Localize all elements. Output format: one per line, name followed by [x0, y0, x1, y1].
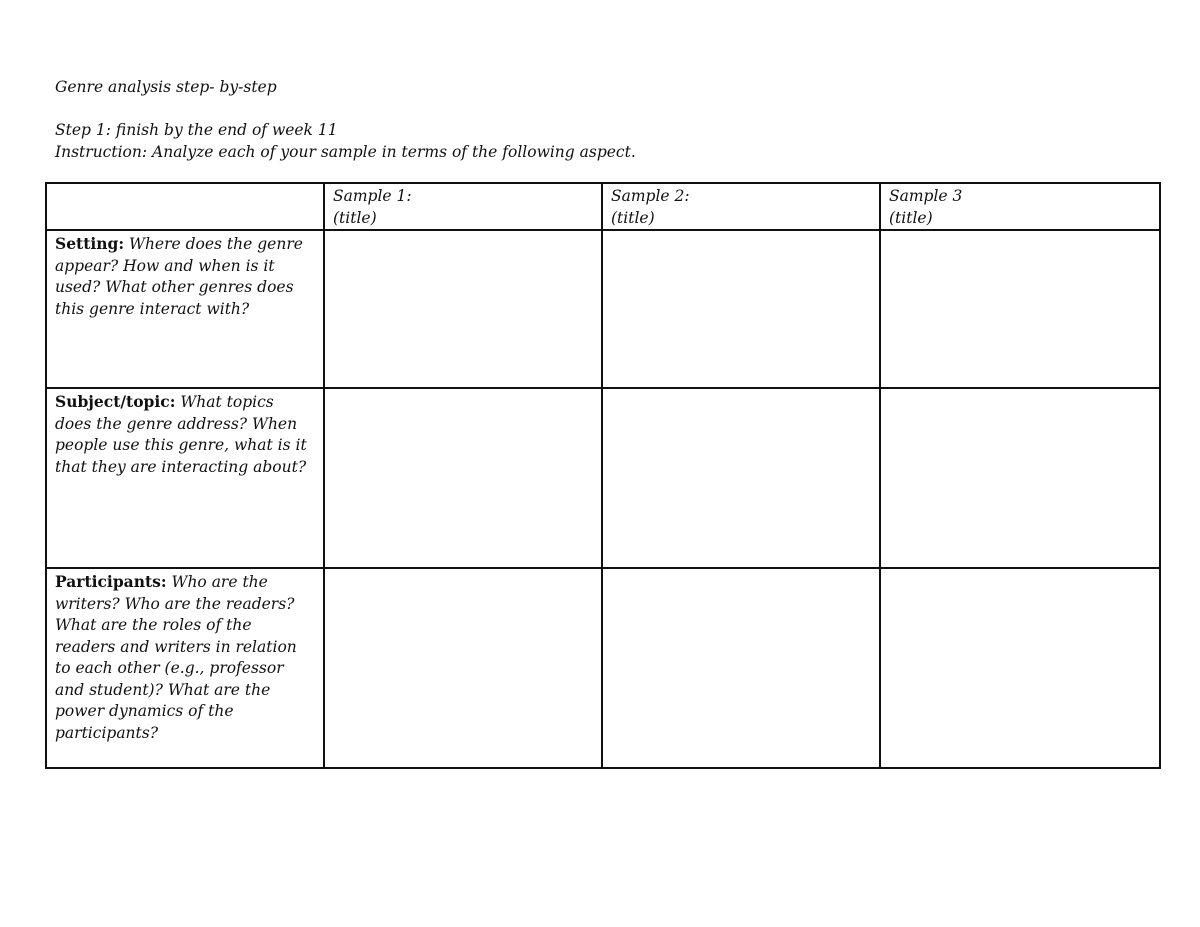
setting-sample-1-cell[interactable] [324, 230, 602, 388]
aspect-label-setting: Setting: [55, 234, 125, 253]
table-row-subject [46, 388, 1160, 568]
header-sample-1-cell [324, 183, 602, 230]
aspect-desc-setting: Where does the genre appear? How and when is it used? What other genres does this genre interact with? [55, 235, 303, 318]
step-deadline: Step 1: finish by the end of week 11 [55, 121, 338, 139]
sample-2-title: (title) [611, 208, 655, 227]
table-row-participants [46, 568, 1160, 768]
participants-sample-3-cell[interactable] [880, 568, 1160, 768]
aspect-desc-participants: Who are the writers? Who are the readers? What are the roles of the readers and writers in relation to each other (e.g., professor and student)? What are the power dynamics of the participants? [55, 573, 297, 742]
aspect-cell-subject [46, 388, 324, 568]
header-sample-2-cell [602, 183, 880, 230]
subject-sample-1-cell[interactable] [324, 388, 602, 568]
aspect-cell-setting [46, 230, 324, 388]
genre-analysis-table [45, 182, 1161, 769]
header-sample-3-cell [880, 183, 1160, 230]
sample-1-label: Sample 1: [333, 187, 412, 205]
setting-sample-3-cell[interactable] [880, 230, 1160, 388]
subject-sample-2-cell[interactable] [602, 388, 880, 568]
instruction-text: Instruction: Analyze each of your sample in terms of the following aspect. [55, 143, 636, 161]
setting-sample-2-cell[interactable] [602, 230, 880, 388]
table-header-row [46, 183, 1160, 230]
sample-1-title: (title) [333, 208, 377, 227]
sample-3-title: (title) [889, 208, 933, 227]
subject-sample-3-cell[interactable] [880, 388, 1160, 568]
aspect-desc-subject: What topics does the genre address? When people use this genre, what is it that they are interacting about? [55, 393, 307, 476]
header-corner-cell [46, 183, 324, 230]
sample-2-label: Sample 2: [611, 187, 690, 205]
aspect-cell-participants [46, 568, 324, 768]
participants-sample-1-cell[interactable] [324, 568, 602, 768]
aspect-label-subject: Subject/topic: [55, 392, 176, 411]
aspect-label-participants: Participants: [55, 572, 167, 591]
sample-3-label: Sample 3 [889, 187, 963, 205]
participants-sample-2-cell[interactable] [602, 568, 880, 768]
table-row-setting [46, 230, 1160, 388]
document-title: Genre analysis step- by-step [55, 78, 277, 96]
